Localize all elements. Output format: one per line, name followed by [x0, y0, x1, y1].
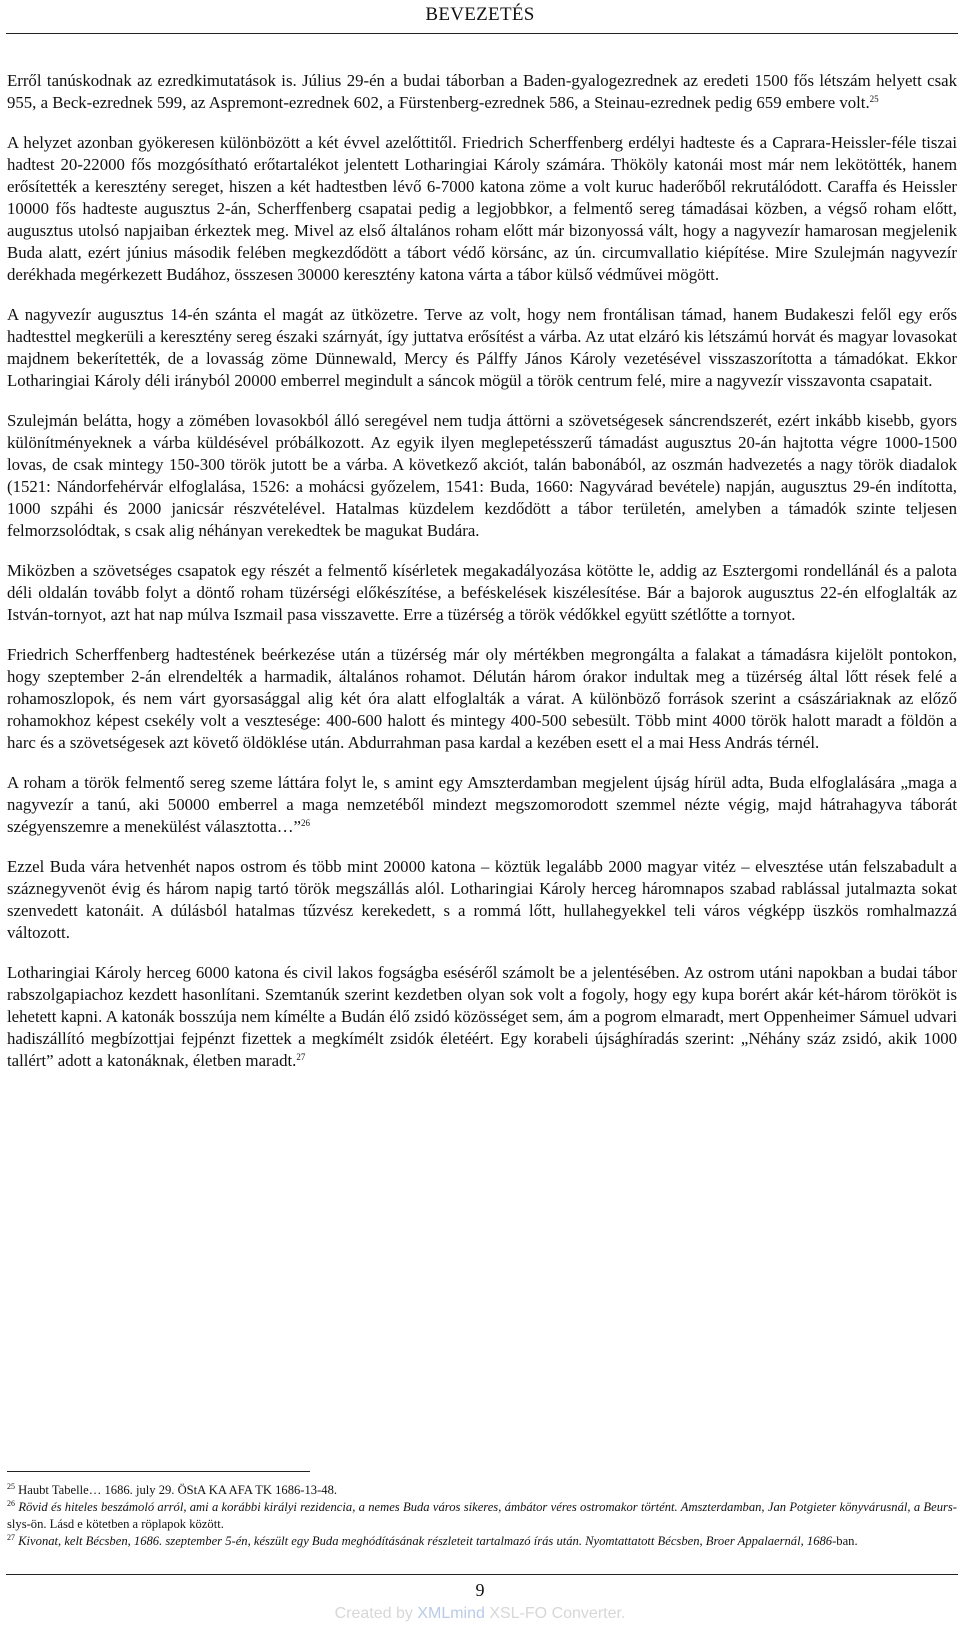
paragraph-text: Erről tanúskodnak az ezredkimutatások is. Július 29-én a budai táborban a Baden-gyalogezrednek az eredeti 1500 fős létszám helyett csak 955, a Beck-ezrednek 599, az Aspremont-ezrednek 602, a Fürstenberg-ezrednek 586, a Steinau-ezrednek pedig 659 embere volt.	[7, 71, 957, 112]
paragraph-text: Friedrich Scherffenberg hadtestének beérkezése után a tüzérség már oly mértékben megrongálta a falakat a támadásra kijelölt pontokon, hogy szeptember 2-án elrendelték a harmadik, általános rohamot. Délután három órakor indultak meg a tüzérség által lőtt rések felé a rohamoszlopok, és nem várt gyorsasággal alig két óra alatt elfoglalták a várat. A különböző források szerint a császáriaknak az előző rohamokhoz képest csekély volt a vesztesége: 400-600 halott és mintegy 400-500 sebesült. Több mint 4000 török halott maradt a földön a harc és a szövetségesek azt követő öldöklése után. Abdurrahman pasa kardal a kezében esett el a mai Hess András térnél.	[7, 645, 957, 752]
footnote-number: 26	[7, 1499, 15, 1508]
footnote-title: Rövid és hiteles beszámoló arról, ami a korábbi királyi rezidencia, a nemes Buda város sikeres, ámbátor véres ostromakor történt. Amszterdamban, Jan Potgieter könyvárusnál, a Beurs-	[18, 1500, 957, 1514]
paragraph-2	[7, 132, 957, 286]
header-rule	[6, 33, 958, 34]
footnote-ref-26[interactable]: 26	[301, 818, 311, 828]
paragraph-text: Lotharingiai Károly herceg 6000 katona és civil lakos fogságba eséséről számolt be a jelentésében. Az ostrom utáni napokban a budai tábor rabszolgapiachoz kezdett hasonlítani. Szemtanúk szerint kezdetben olyan sok volt a fogoly, hogy egy kupa borért akár két-három törököt is lehetett kapni. A katonák bosszúja nem kímélte a Budán élő zsidó közösséget sem, ám a pogrom elmaradt, mert Oppenheimer Sámuel udvari hadiszállító megbízottjai fejpénzt fizettek a megkímélt zsidók életéért. Egy korabeli újsághíradás szerint: „Néhány száz zsidó, akik 1000 tallért” adott a katonáknak, életben maradt.	[7, 963, 957, 1070]
paragraph-9	[7, 962, 957, 1072]
footer-rule	[6, 1574, 958, 1575]
paragraph-3	[7, 304, 957, 392]
page-number: 9	[475, 1580, 485, 1600]
paragraph-8	[7, 856, 957, 944]
footnote-26	[7, 1499, 957, 1533]
footnote-ref-27[interactable]: 27	[296, 1052, 306, 1062]
footnote-text: slys-ön. Lásd e kötetben a röplapok között.	[7, 1517, 224, 1531]
watermark-brand: XMLmind	[417, 1605, 485, 1622]
watermark-suffix: XSL-FO Converter.	[484, 1605, 626, 1622]
footnote-title: Kivonat, kelt Bécsben, 1686. szeptember 5-én, készült egy Buda meghódításának részleteit tartalmazó írás után. Nyomtattatott Bécsben, Broer Appalaernál, 1686-	[18, 1534, 837, 1548]
footnote-rule	[7, 1471, 310, 1472]
body-text	[7, 70, 957, 1090]
watermark-prefix: Created by	[334, 1605, 418, 1622]
running-title: BEVEZETÉS	[425, 4, 535, 25]
paragraph-text: A helyzet azonban gyökeresen különbözött a két évvel azelőttitől. Friedrich Scherffenberg erdélyi hadteste és a Caprara-Heissler-féle tiszai hadtest 20-22000 fős mozgósítható erőtartalékot jelentett Lotharingiai Károly számára. Thököly katonái most már nem lekötötték, hanem erősítették a keresztény sereget, hiszen a két hadtestben lévő 6-7000 katona zöme a volt kuruc haderőből rekrutálódott. Caraffa és Heissler 10000 fős hadteste augusztus 2-án, Scherffenberg csapatai pedig a legjobbkor, a felmentő sereg támadásai közben, a végső roham előtt, augusztus utolsó napjaiban érkeztek meg. Mivel az első általános roham előtt már bizonyossá vált, hogy a nagyvezír hamarosan megjelenik Buda alatt, ezért június második felében megkezdődött a tábort védő körsánc, az ún. circumvallatio kiépítése. Mire Szulejmán nagyvezír derékhada megérkezett Budához, összesen 30000 keresztény katona várta a tábor külső védművei mögött.	[7, 133, 957, 284]
footnote-number: 25	[7, 1482, 15, 1491]
footnote-text: Haubt Tabelle… 1686. july 29. ÖStA KA AFA TK 1686-13-48.	[18, 1483, 338, 1497]
paragraph-text: Szulejmán belátta, hogy a zömében lovasokból álló seregével nem tudja áttörni a szövetségesek sáncrendszerét, ezért inkább kisebb, gyors különítményeknek a várba küldésével próbálkozott. Az egyik ilyen meglepetésszerű támadást augusztus 20-án hajtotta végre 1000-1500 lovas, de csak mintegy 150-300 török jutott be a várba. A következő akciót, talán babonából, az oszmán hadvezetés a nagy török diadalok (1521: Nándorfehérvár elfoglalása, 1526: a mohácsi győzelem, 1541: Buda, 1660: Nagyvárad bevétele) napján, augusztus 29-én indította, 1000 szpáhi és 2000 janicsár részvételével. Hatalmas küzdelem kezdődött a tábor területén, amelyben a támadók szinte teljesen felmorzsolódtak, s csak alig néhányan verekedtek be magukat Budára.	[7, 411, 957, 540]
footnote-ref-25[interactable]: 25	[869, 94, 879, 104]
paragraph-text: Ezzel Buda vára hetvenhét napos ostrom és több mint 20000 katona – köztük legalább 2000 magyar vitéz – elvesztése után felszabadult a száznegyvenöt évig és három napig tartó török megszállás alól. Lotharingiai Károly herceg háromnapos szabad rablással jutalmazta sokat szenvedett katonáit. A dúlásból hatalmas tűzvész kerekedett, s a rommá lőtt, hullahegyekkel teli város végképp üszkös romhalmazzá változott.	[7, 857, 957, 942]
paragraph-1	[7, 70, 957, 114]
footnote-27	[7, 1533, 957, 1550]
paragraph-5	[7, 560, 957, 626]
paragraph-6	[7, 644, 957, 754]
paragraph-text: A nagyvezír augusztus 14-én szánta el magát az ütközetre. Terve az volt, hogy nem frontálisan támad, hanem Budakeszi felől egy erős hadtesttel megkerüli a keresztény sereg északi szárnyát, így juttatva erősítést a várba. Az utat elzáró kis létszámú horvát és magyar lovasokat majdnem bekerítették, de a lovasság zöme Dünnewald, Mercy és Pálffy János Károly vezetésével visszaszorította a támadókat. Ekkor Lotharingiai Károly déli irányból 20000 emberrel megindult a sáncok mögül a török centrum felé, mire a nagyvezír visszavonta csapatait.	[7, 305, 957, 390]
paragraph-4	[7, 410, 957, 542]
converter-watermark	[0, 1605, 960, 1623]
footnotes	[7, 1482, 957, 1550]
paragraph-text: A roham a török felmentő sereg szeme láttára folyt le, s amint egy Amszterdamban megjelent újság hírül adta, Buda elfoglalására „maga a nagyvezír a tanú, aki 50000 emberrel a maga nemzetéből mindezt megszomorodott szemmel nézte végig, majd hátrahagyva táborát szégyenszemre a menekülést választotta…”	[7, 773, 957, 836]
footnote-number: 27	[7, 1533, 15, 1542]
paragraph-text: Miközben a szövetséges csapatok egy részét a felmentő kísérletek megakadályozása kötötte le, addig az Esztergomi rondellánál és a palota déli oldalán tovább folyt a döntő roham tüzérségi előkészítése, a beféskelések kiszélesítése. Bár a bajorok augusztus 22-én elfoglalták az István-tornyot, azt hat nap múlva Iszmail pasa visszavette. Erre a tüzérség a török védőkkel együtt szétlőtte a tornyot.	[7, 561, 957, 624]
footnote-text: ban.	[836, 1534, 858, 1548]
paragraph-7	[7, 772, 957, 838]
footnote-25	[7, 1482, 957, 1499]
